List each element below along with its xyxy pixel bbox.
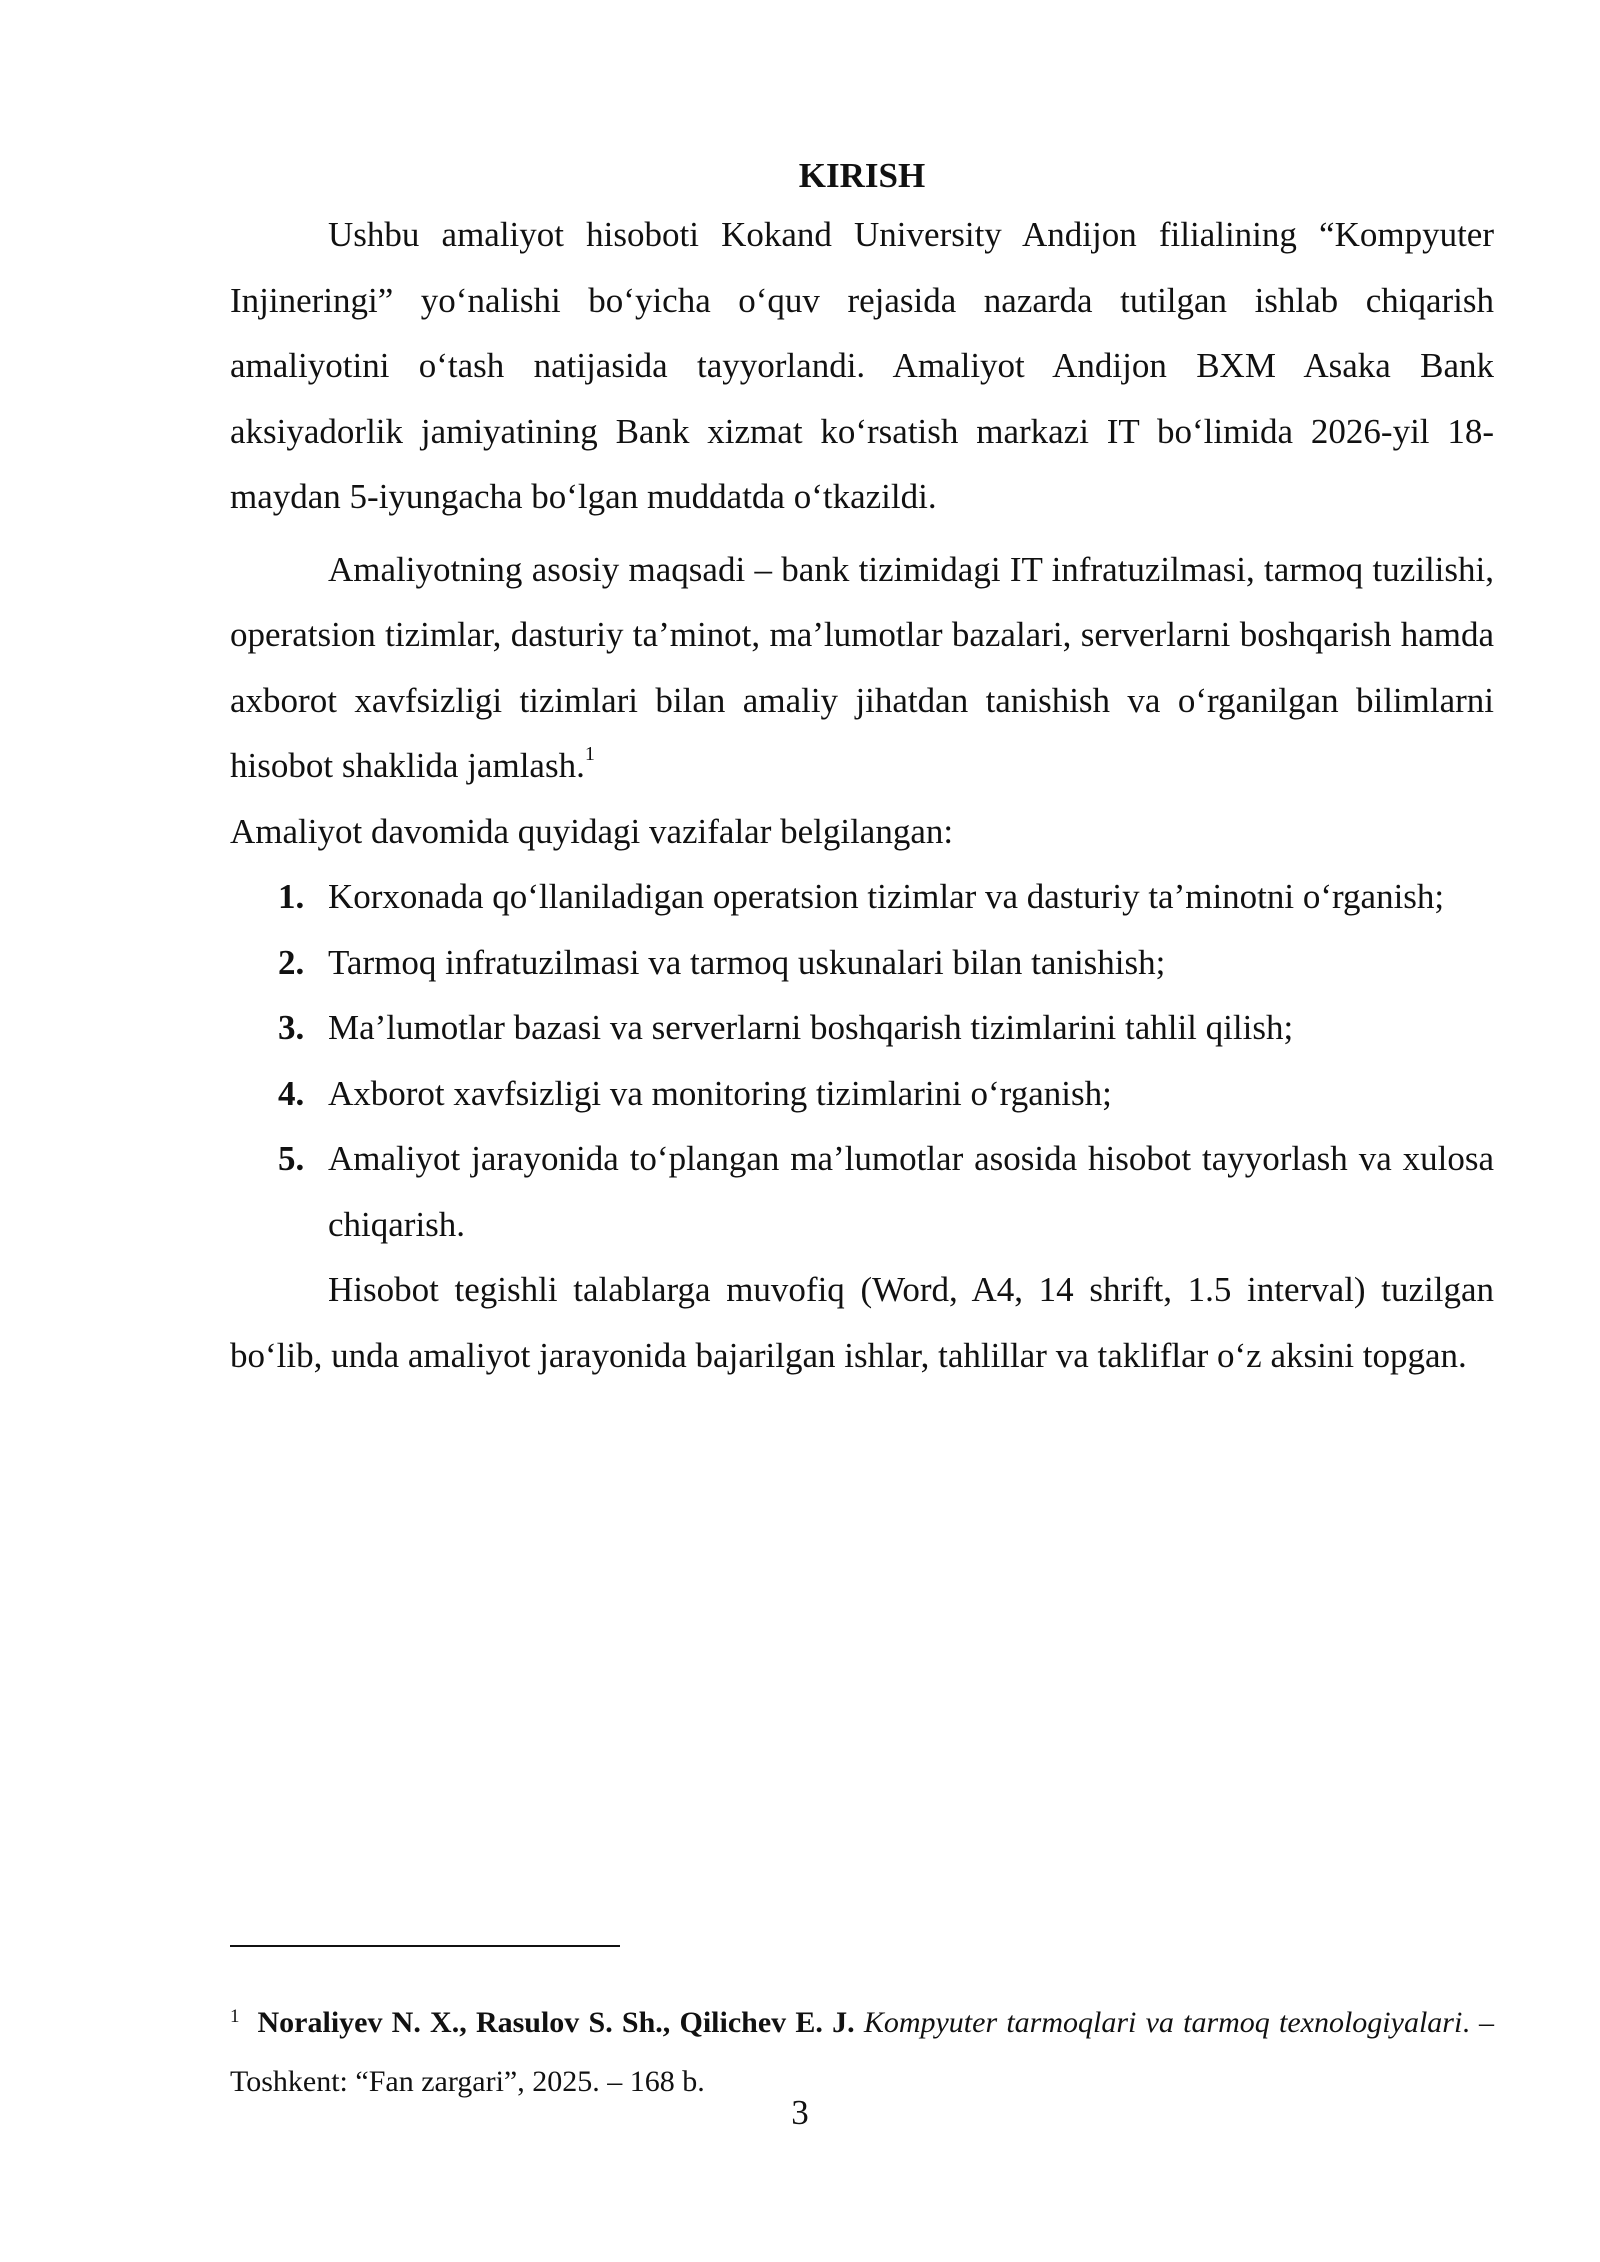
task-number: 4. bbox=[278, 1073, 305, 1113]
footnote-publication: . – Toshkent: “Fan zargari”, 2025. – 168 b. bbox=[230, 2006, 1495, 2098]
task-text: Tarmoq infratuzilmasi va tarmoq uskunalari bilan tanishish; bbox=[328, 942, 1166, 982]
footnote-separator bbox=[230, 1945, 620, 1947]
task-text: Amaliyot jarayonida to‘plangan ma’lumotlar asosida hisobot tayyorlash va xulosa chiqarish. bbox=[328, 1139, 1494, 1244]
page-body bbox=[230, 150, 1494, 1388]
intro-paragraph: Ushbu amaliyot hisoboti Kokand University Andijon filialining “Kompyuter Injineringi” yo‘nalishi bo‘yicha o‘quv rejasida nazarda tutilgan ishlab chiqarish amaliyotini o‘tash natijasida tayyorlandi. Amaliyot Andijon BXM Asaka Bank aksiyadorlik jamiyatining Bank xizmat ko‘rsatish markazi IT bo‘limida 2026-yil 18-maydan 5-iyungacha bo‘lgan muddatda o‘tkazildi. bbox=[230, 215, 1494, 516]
purpose-paragraph bbox=[230, 537, 1494, 799]
task-text: Axborot xavfsizligi va monitoring tizimlarini o‘rganish; bbox=[328, 1073, 1112, 1113]
task-item bbox=[230, 1061, 1494, 1127]
task-text: Korxonada qo‘llaniladigan operatsion tizimlar va dasturiy ta’minotni o‘rganish; bbox=[328, 877, 1445, 916]
task-item bbox=[230, 995, 1494, 1061]
section-heading: KIRISH bbox=[798, 156, 926, 195]
task-text: Ma’lumotlar bazasi va serverlarni boshqarish tizimlarini tahlil qilish; bbox=[328, 1008, 1294, 1047]
footnote-title: Kompyuter tarmoqlari va tarmoq texnologiyalari bbox=[863, 2006, 1463, 2039]
task-number: 3. bbox=[278, 1008, 305, 1047]
task-item bbox=[230, 864, 1494, 930]
footnote-reference: 1 bbox=[584, 743, 595, 766]
task-number: 5. bbox=[278, 1139, 305, 1178]
task-number: 1. bbox=[278, 877, 305, 916]
purpose-text: Amaliyotning asosiy maqsadi – bank tizimidagi IT infratuzilmasi, tarmoq tuzilishi, operatsion tizimlar, dasturiy ta’minot, ma’lumotlar bazalari, serverlarni boshqarish hamda axborot xavfsizligi tizimlari bilan amaliy jihatdan tanishish va o‘rganilgan bilimlarni hisobot shaklida jamlash. bbox=[230, 549, 1494, 785]
task-list bbox=[230, 864, 1494, 1257]
task-item bbox=[230, 930, 1494, 996]
footnote-mark: 1 bbox=[230, 2006, 240, 2027]
page-number: 3 bbox=[791, 2093, 809, 2132]
closing-paragraph: Hisobot tegishli talablarga muvofiq (Word, A4, 14 shrift, 1.5 interval) tuzilgan bo‘lib, unda amaliyot jarayonida bajarilgan ishlar, tahlillar va takliflar o‘z aksini topgan. bbox=[230, 1270, 1494, 1375]
tasks-intro: Amaliyot davomida quyidagi vazifalar belgilangan: bbox=[230, 811, 954, 851]
footnote-authors: Noraliyev N. X., Rasulov S. Sh., Qilichev E. J. bbox=[257, 2006, 855, 2039]
task-item bbox=[230, 1126, 1494, 1257]
task-number: 2. bbox=[278, 942, 305, 982]
